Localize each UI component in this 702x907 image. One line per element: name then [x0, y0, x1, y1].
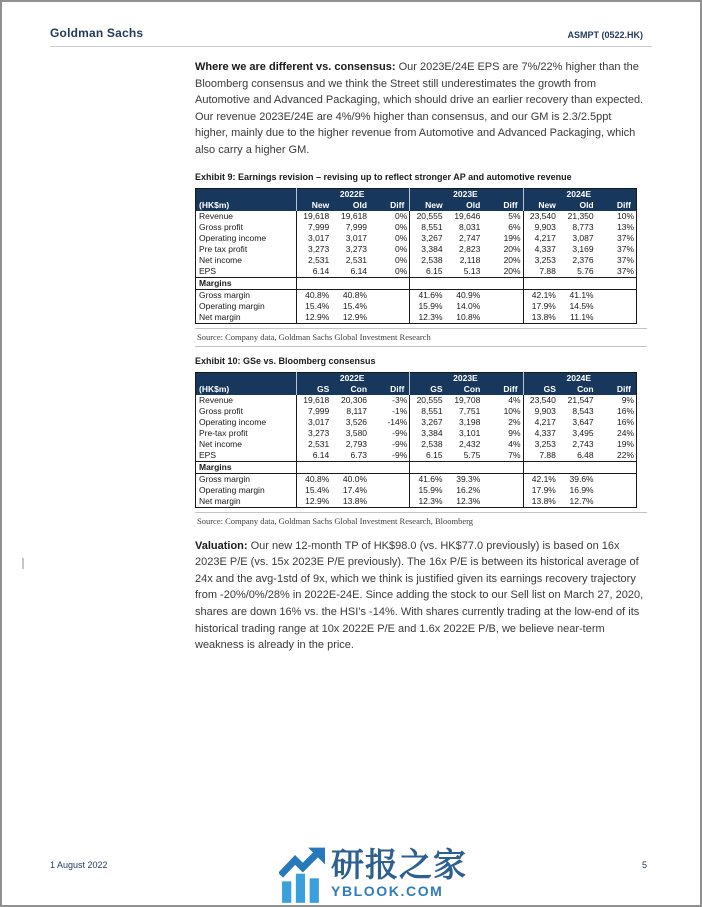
header-divider — [50, 46, 652, 47]
table-row: Net income 2,531 2,531 0% 2,538 2,118 20% 3,253 2,376 37% — [199, 254, 634, 265]
brand-logo-text: Goldman Sachs — [50, 26, 144, 40]
margin-tick — [22, 558, 24, 569]
exhibit-10-source: Source: Company data, Goldman Sachs Global Investment Research, Bloomberg — [197, 515, 474, 526]
exhibit-9-rule-top — [195, 328, 647, 329]
table-row: Operating income 3,017 3,017 0% 3,267 2,747 19% 4,217 3,087 37% — [199, 232, 634, 243]
table-row: Operating income 3,017 3,526 -14% 3,267 3,198 2% 4,217 3,647 16% — [199, 416, 634, 427]
watermark-site: YBLOOK.COM — [331, 883, 444, 899]
footer-date: 1 August 2022 — [50, 860, 108, 870]
table-row: Operating margin 15.4% 17.4% 15.9% 16.2% 17.9% 16.9% — [199, 484, 594, 495]
table-row: Net margin 12.9% 13.8% 12.3% 12.3% 13.8% 12.7% — [199, 495, 594, 506]
table-row: Gross profit 7,999 7,999 0% 8,551 8,031 6% 9,903 8,773 13% — [199, 221, 634, 232]
exhibit-10-title: Exhibit 10: GSe vs. Bloomberg consensus — [195, 355, 376, 366]
table-row: Pre-tax profit 3,273 3,580 -9% 3,384 3,101 9% 4,337 3,495 24% — [199, 427, 634, 438]
trend-up-bars-icon — [279, 847, 325, 905]
table-row: Pre tax profit 3,273 3,273 0% 3,384 2,823 20% 4,337 3,169 37% — [199, 243, 634, 254]
exhibit-10 — [195, 356, 647, 526]
exhibit-data-table: 2022E 2023E 2024E (HK$m) New Old Diff New Old Diff New Old Diff Revenue 19,618 19,618 0% 20,555 19,646 5% 23,540 21,350 10% Gross profit 7,999 7,999 0% 8,551 8,031 6% 9,903 8,773 13% Operating income 3,017 3,017 0% 3,267 2,747 19% 4,217 3,087 37% Pre tax profit 3,273 3,273 0% 3,384 2,823 20% 4,337 3,169 37% Net income 2,531 2,531 0% 2,538 2,118 20% 3,253 2,376 37% EPS 6.14 6.14 0% 6.15 5.13 20% 7.88 5.76 37% Margins Gross margin 40.8% 40.8% 41.6% 40.9% 42.1% 41.1% Operating margin 15.4% 15.4% 15.9% 14.0% 17.9% 14.5% Net margin 12.9% 12.9% 12.3% 10.8% 13.8% 11.1% — [195, 188, 637, 324]
paragraph-where-different — [195, 59, 647, 159]
table-row: Gross profit 7,999 8,117 -1% 8,551 7,751 10% 9,903 8,543 16% — [199, 405, 634, 416]
paragraph-lead: Valuation: — [195, 539, 248, 552]
table-row: EPS 6.14 6.14 0% 6.15 5.13 20% 7.88 5.76 37% — [199, 265, 634, 276]
exhibit-9-title: Exhibit 9: Earnings revision – revising up to reflect stronger AP and automotive revenue — [195, 171, 572, 182]
table-row: Gross margin 40.8% 40.8% 41.6% 40.9% 42.1% 41.1% — [199, 289, 594, 300]
table-row: Net income 2,531 2,793 -9% 2,538 2,432 4% 3,253 2,743 19% — [199, 438, 634, 449]
exhibit-9 — [195, 172, 647, 347]
table-section-row: Margins — [196, 461, 637, 473]
watermark-text — [331, 847, 467, 900]
paragraph-body: Our new 12-month TP of HK$98.0 (vs. HK$77.0 previously) is based on 16x 2023E P/E (vs. 15x 2023E P/E previously). The 16x P/E is between its historical average of 24x and the avg-1std of 9x, which we think is justified given its earnings recovery trajectory from -20%/0%/28% in 2022E-24E. Since adding the stock to our Sell list on March 27, 2020, shares are down 16% vs. the HSI’s -14%. With shares currently trading at the low-end of its historical trading range at 10x 2022E P/E and 1.6x 2022E P/B, we believe near-term weakness is already in the price. — [195, 539, 644, 652]
table-row: Revenue 19,618 20,306 -3% 20,555 19,708 4% 23,540 21,547 9% — [199, 394, 634, 405]
paragraph-body: Our 2023E/24E EPS are 7%/22% higher than the Bloomberg consensus and we think the Street still underestimates the growth from Automotive and Advanced Packaging, which should drive an earlier recovery than expected. Our revenue 2023E/24E are 4%/9% higher than consensus, and our GM is 2.3/2.5ppt higher, mainly due to the higher revenue from Automotive and Advanced Packaging, which also carry a higher GM. — [195, 61, 644, 156]
exhibit-10-rule-top — [195, 512, 647, 513]
table-row: Gross margin 40.8% 40.0% 41.6% 39.3% 42.1% 39.6% — [199, 473, 594, 484]
exhibit-data-table: 2022E 2023E 2024E (HK$m) GS Con Diff GS Con Diff GS Con Diff Revenue 19,618 20,306 -3% 20,555 19,708 4% 23,540 21,547 9% Gross profit 7,999 8,117 -1% 8,551 7,751 10% 9,903 8,543 16% Operating income 3,017 3,526 -14% 3,267 3,198 2% 4,217 3,647 16% Pre-tax profit 3,273 3,580 -9% 3,384 3,101 9% 4,337 3,495 24% Net income 2,531 2,793 -9% 2,538 2,432 4% 3,253 2,743 19% EPS 6.14 6.73 -9% 6.15 5.75 7% 7.88 6.48 22% Margins Gross margin 40.8% 40.0% 41.6% 39.3% 42.1% 39.6% Operating margin 15.4% 17.4% 15.9% 16.2% 17.9% 16.9% Net margin 12.9% 13.8% 12.3% 12.3% 13.8% 12.7% — [195, 372, 637, 508]
table-section-row: Margins — [196, 277, 637, 289]
exhibit-9-rule-bottom — [195, 346, 647, 347]
watermark-logo — [279, 847, 467, 905]
exhibit-10-table — [195, 372, 647, 508]
report-ticker: ASMPT (0522.HK) — [567, 30, 643, 40]
paragraph-lead: Where we are different vs. consensus: — [195, 61, 396, 73]
main-content — [195, 59, 647, 667]
table-row: Revenue 19,618 19,618 0% 20,555 19,646 5% 23,540 21,350 10% — [199, 210, 634, 221]
watermark-title-cn: 研报之家 — [331, 846, 467, 883]
paragraph-valuation — [195, 538, 647, 654]
exhibit-9-table — [195, 188, 647, 324]
footer-page-number: 5 — [641, 860, 647, 870]
table-row: Net margin 12.9% 12.9% 12.3% 10.8% 13.8% 11.1% — [199, 311, 594, 322]
table-row: Operating margin 15.4% 15.4% 15.9% 14.0% 17.9% 14.5% — [199, 300, 594, 311]
table-row: EPS 6.14 6.73 -9% 6.15 5.75 7% 7.88 6.48 22% — [199, 449, 634, 460]
exhibit-9-source: Source: Company data, Goldman Sachs Global Investment Research — [197, 331, 431, 342]
